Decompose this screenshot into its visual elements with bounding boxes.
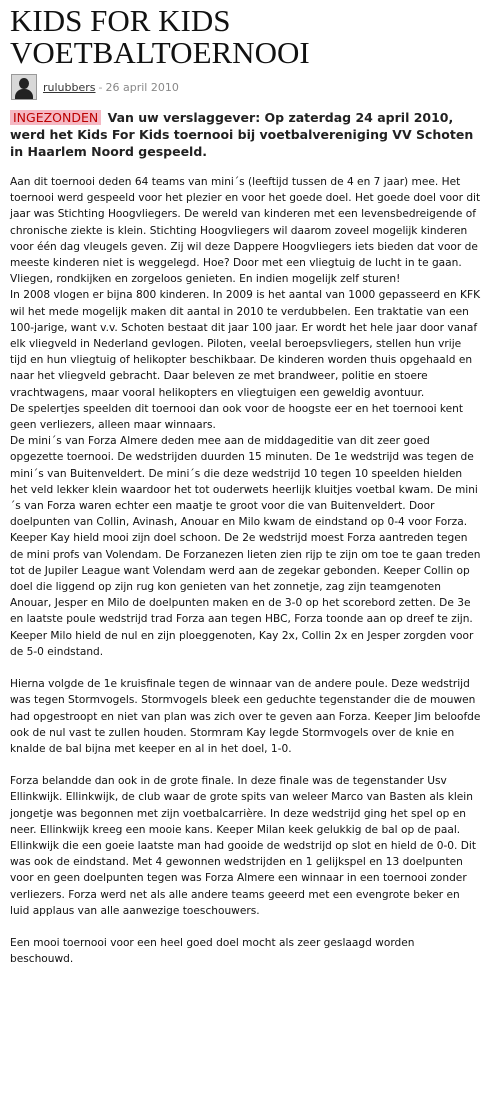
paragraph: Aan dit toernooi deden 64 teams van mini´s (leeftijd tussen de 4 en 7 jaar) mee. Het toernooi werd gespeeld voor het plezier en voor het goede doel. Het goede doel voor dit jaar was Stichting Hoogvliegers. De wereld van kinderen met een levensbedreigende of chronische ziekte is klein. Stichting Hoogvliegers wil daarom zoveel mogelijk kinderen voor één dag vleugels geven. Zij wil deze Dappere Hoogvliegers iets bieden dat voor de meeste kinderen niet is weggelegd. Hoe? Door met een vliegtuig de lucht in te gaan. Vliegen, rondkijken en zorgeloos genieten. En indien mogelijk zelf sturen! [10,176,481,286]
intro-text: Van uw verslaggever: Op zaterdag 24 april 2010, werd het Kids For Kids toernooi bij voetbalvereniging VV Schoten in Haarlem Noord gespeeld. [10,110,474,159]
avatar-body [15,89,33,100]
author-link[interactable]: rulubbers [43,80,96,94]
submitted-badge: INGEZONDEN [10,110,101,125]
paragraph: De spelertjes speelden dit toernooi dan ook voor de hoogste eer en het toernooi kent geen verliezers, alleen maar winnaars. [10,402,464,432]
avatar-head [19,78,29,89]
article-body [10,174,481,967]
avatar[interactable] [11,74,37,100]
paragraph: In 2008 vlogen er bijna 800 kinderen. In 2009 is het aantal van 1000 gepasseerd en KFK wil het mede mogelijk maken dit aantal in 2010 te verdubbelen. Een traktatie van een 100-jarige, want v.v. Schoten bestaat dit jaar 100 jaar. Er wordt het hele jaar door vanaf elk vliegveld in Nederland gevlogen. Piloten, veelal beroepsvliegers, stellen hun vrije tijd en hun vliegtuig of helikopter beschikbaar. De kinderen worden thuis opgehaald en naar het vliegveld gebracht. Daar beleven ze met brandweer, politie en stoere vrachtwagens, maar vooral helikopters en vliegtuigen een geweldig avontuur. [10,289,481,399]
paragraph: De mini´s van Forza Almere deden mee aan de middageditie van dit zeer goed opgezette toernooi. De wedstrijden duurden 15 minuten. De 1e wedstrijd was tegen de mini´s van Buitenveldert. De mini´s die deze wedstrijd 10 tegen 10 speelden hielden het veld lekker klein waardoor het tot ouderwets heerlijk kluitjes voetbal kwam. De mini´s van Forza waren echter een maatje te groot voor die van Buitenveldert. Door doelpunten van Collin, Avinash, Anouar en Milo kwam de eindstand op 0-4 voor Forza. Keeper Kay hield mooi zijn doel schoon. De 2e wedstrijd moest Forza aantreden tegen de mini profs van Volendam. De Forzanezen lieten zien rijp te zijn om toe te gaan treden tot de Jupiler League want Volendam werd aan de zegekar gebonden. Keeper Collin op doel die liggend op zijn rug kon genieten van het zonnetje, zag zijn teamgenoten Anouar, Jesper en Milo de doelpunten maken en de 3-0 op het scorebord zetten. De 3e en laatste poule wedstrijd trad Forza aan tegen HBC, Forza toonde aan op dreef te zijn. Keeper Milo hield de nul en zijn ploeggenoten, Kay 2x, Collin 2x en Jesper zorgden voor de 5-0 eindstand. [10,435,481,658]
paragraph: Hierna volgde de 1e kruisfinale tegen de winnaar van de andere poule. Deze wedstrijd was tegen Stormvogels. Stormvogels bleek een geduchte tegenstander die de mouwen had opgestroopt en niet van plan was zich over te geven aan Forza. Keeper Jim beloofde ook de nul vast te zullen houden. Stormram Kay legde Stormvogels over de knie en knalde de bal bijna met keeper en al in het doel, 1-0. [10,678,481,755]
byline [11,74,481,100]
paragraph: Forza belandde dan ook in de grote finale. In deze finale was de tegenstander Usv Ellinkwijk. Ellinkwijk, de club waar de grote spits van weleer Marco van Basten als klein jongetje was begonnen met zijn voetbalcarrière. In deze wedstrijd ging het spel op en neer. Ellinkwijk kreeg een mooie kans. Keeper Milan keek gelukkig de bal op de paal. Ellinkwijk die een goeie laatste man had gooide de wedstrijd op slot en hield de 0-0. Dit was ook de eindstand. Met 4 gewonnen wedstrijden en 1 gelijkspel en 13 doelpunten voor en geen doelpunten tegen was Forza Almere een winnaar in een toernooi zonder verliezers. Forza werd net als alle andere teams geeerd met een evengrote beker en luid applaus van alle aanwezige toeschouwers. [10,775,476,917]
article-intro [10,109,481,160]
paragraph: Een mooi toernooi voor een heel goed doel mocht als zeer geslaagd worden beschouwd. [10,936,415,966]
byline-separator: - [98,80,103,94]
article-title: KIDS FOR KIDS VOETBALTOERNOOI [10,3,310,70]
publish-date: 26 april 2010 [105,80,179,94]
